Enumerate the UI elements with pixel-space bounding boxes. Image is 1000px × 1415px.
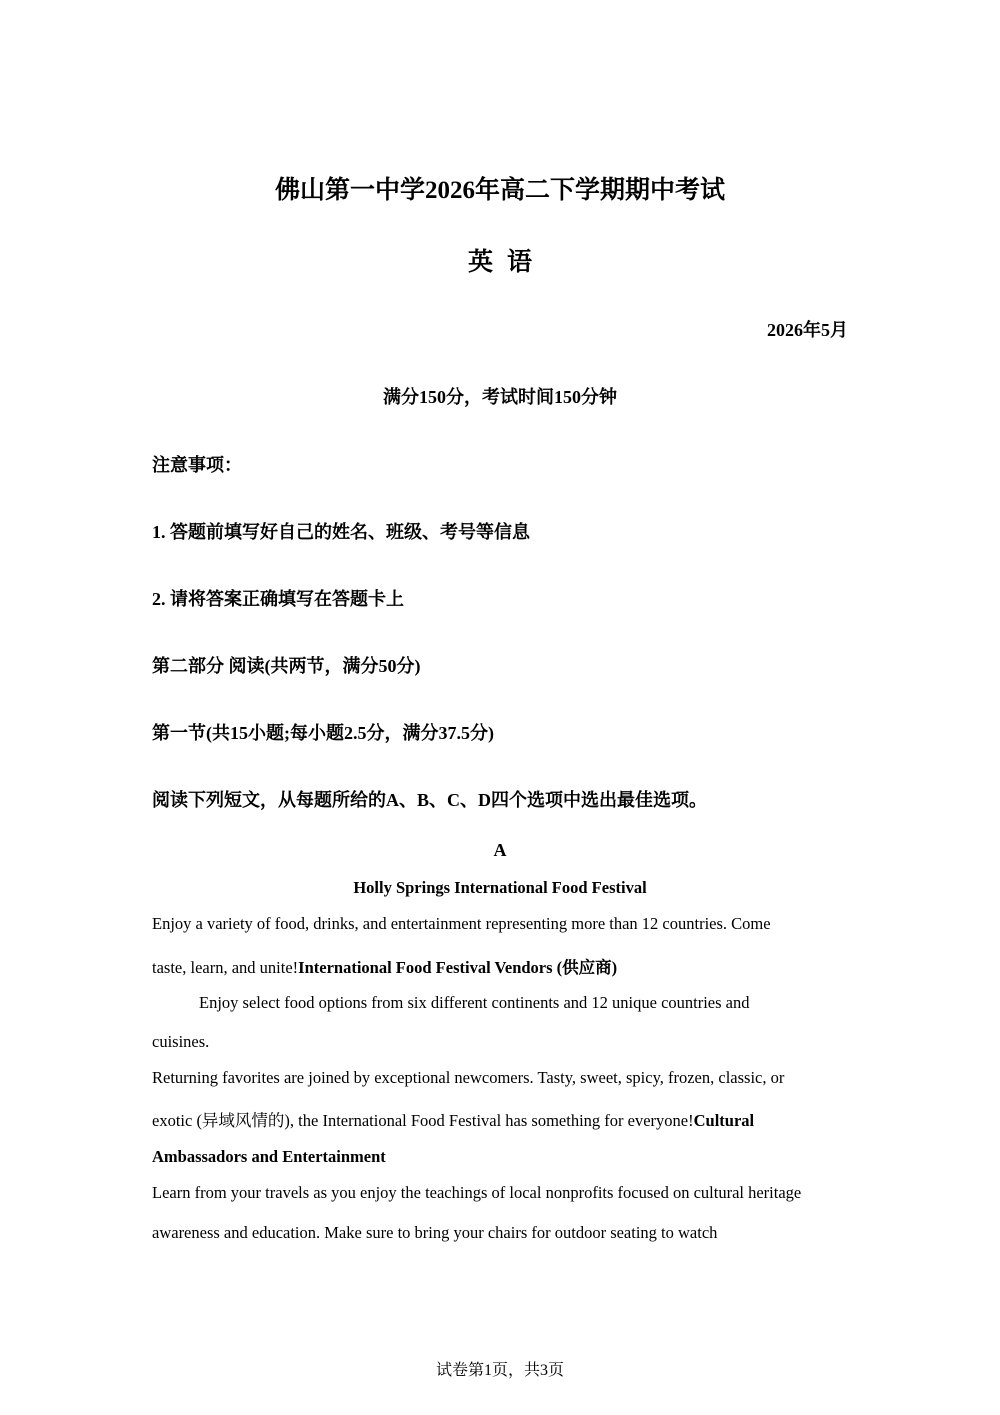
passage-p1-line2	[152, 954, 617, 978]
section-part: 第二部分 阅读(共两节，满分50分)	[152, 656, 421, 676]
passage-p4-line2: awareness and education. Make sure to bring your chairs for outdoor seating to watch	[152, 1223, 718, 1242]
passage-p1-line1: Enjoy a variety of food, drinks, and entertainment representing more than 12 countries. Come	[152, 914, 771, 933]
notice-item-2: 2. 请将答案正确填写在答题卡上	[152, 589, 404, 609]
exam-subject: 英语	[467, 249, 546, 276]
exam-title: 佛山第一中学2026年高二下学期期中考试	[274, 177, 725, 204]
notices-heading: 注意事项：	[152, 455, 242, 475]
section-instruction: 阅读下列短文，从每题所给的A、B、C、D四个选项中选出最佳选项。	[152, 790, 707, 810]
heading-vendors: International Food Festival Vendors (供应商)	[298, 958, 618, 977]
notice-item-1: 1. 答题前填写好自己的姓名、班级、考号等信息	[152, 522, 530, 542]
passage-p3-text: exotic (异域风情的), the International Food Festival has something for everyone!	[152, 1111, 694, 1130]
section-subsection: 第一节(共15小题;每小题2.5分，满分37.5分)	[152, 723, 494, 743]
passage-p1-text: taste, learn, and unite!	[152, 958, 299, 977]
passage-title: Holly Springs International Food Festival	[353, 878, 647, 897]
page-footer: 试卷第1页，共3页	[435, 1362, 564, 1379]
passage-p3-line1: Returning favorites are joined by exceptional newcomers. Tasty, sweet, spicy, frozen, classic, or	[152, 1068, 785, 1087]
passage-p4-line1: Learn from your travels as you enjoy the teachings of local nonprofits focused on cultural heritage	[152, 1183, 802, 1202]
exam-date: 2026年5月	[767, 320, 848, 340]
passage-p3-line2	[152, 1107, 754, 1131]
passage-p2-line2: cuisines.	[152, 1032, 210, 1051]
passage-letter: A	[493, 840, 507, 860]
heading-cultural-part2: Ambassadors and Entertainment	[152, 1147, 386, 1166]
passage-p2-line1: Enjoy select food options from six different continents and 12 unique countries and	[199, 993, 750, 1012]
score-time: 满分150分，考试时间150分钟	[383, 387, 617, 407]
heading-cultural-part1: Cultural	[693, 1111, 755, 1130]
